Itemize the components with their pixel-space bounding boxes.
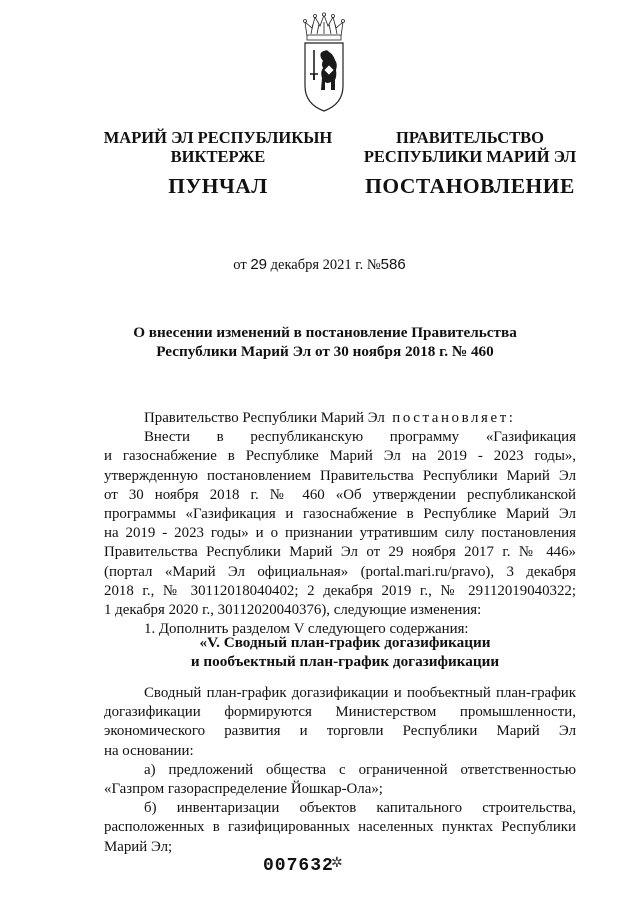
star-mark-icon: ✲ — [331, 856, 343, 871]
header-left-line2: ВИКТЕРЖЕ — [170, 147, 266, 166]
resolves-line — [104, 409, 576, 428]
section-body — [104, 684, 576, 857]
para1-line: Правительства Республики Марий Эл от 29 ноября 2017 г. № 446» — [104, 544, 576, 561]
body-main — [104, 409, 576, 639]
act-type-russian: ПОСТАНОВЛЕНИЕ — [365, 174, 575, 198]
title-line2: Республики Марий Эл от 30 ноября 2018 г. № 460 — [156, 343, 494, 360]
title-line1: О внесении изменений в постановление Правительства — [133, 324, 517, 341]
date-prefix: от — [233, 257, 251, 273]
resolves-lead: Правительство Республики Марий Эл — [144, 410, 385, 426]
para1-line: утвержденную постановлением Правительства Республики Марий Эл — [104, 467, 576, 484]
item-b-line: Марий Эл; — [104, 838, 173, 855]
section-title-line2: и пообъектный план-график догазификации — [190, 653, 500, 670]
item-b-line: расположенных в газифицированных населенных пунктах Республики — [104, 819, 576, 836]
para1-line: 1 декабря 2020 г., 30112020040376), следующие изменения: — [104, 602, 482, 619]
section-para-line: Сводный план-график догазификации и пообъектный план-график — [144, 685, 576, 701]
date-day: 29 — [250, 256, 268, 273]
para1-line: (портал «Марий Эл официальная» (portal.mari.ru/pravo), 3 декабря — [104, 563, 576, 580]
item-a-line: «Газпром газораспределение Йошкар-Ола»; — [104, 781, 383, 798]
section-para-line: экономического развития и торговли Республики Марий Эл — [104, 723, 576, 740]
para1-line: 2018 г., № 30112018040402; 2 декабря 2019 г., № 29112019040322; — [104, 582, 576, 599]
item-a-line: а) предложений общества с ограниченной ответственностью — [144, 761, 576, 778]
document-title — [90, 323, 560, 361]
para1-line: на 2019 - 2023 годы» и о признании утратившим силу постановления — [104, 525, 576, 542]
header-left — [88, 128, 348, 166]
coat-of-arms-emblem — [297, 12, 351, 114]
section-title — [150, 633, 540, 671]
serial-number: 007632 — [263, 856, 334, 876]
header-right-line2: РЕСПУБЛИКИ МАРИЙ ЭЛ — [363, 147, 577, 166]
para1-line: от 30 ноября 2018 г. № 460 «Об утверждении республиканской — [104, 486, 576, 503]
document-number: 586 — [380, 256, 406, 273]
header-right-line1: ПРАВИТЕЛЬСТВО — [396, 128, 544, 147]
crown-icon — [304, 13, 345, 40]
act-type-mari: ПУНЧАЛ — [168, 174, 268, 198]
section-title-line1: «V. Сводный план-график догазификации — [199, 634, 491, 651]
section-para-line: догазификации формируются Министерством промышленности, — [104, 704, 576, 721]
header-left-line1: МАРИЙ ЭЛ РЕСПУБЛИКЫН — [103, 128, 333, 147]
para1-line: программы «Газификация и газоснабжение в Республике Марий Эл — [104, 506, 576, 523]
para1-line: Внести в республиканскую программу «Газификация — [144, 429, 576, 446]
section-para-line: на основании: — [104, 742, 194, 759]
header-right — [345, 128, 595, 166]
document-date-line — [0, 256, 639, 274]
para1-line: и газоснабжение в Республике Марий Эл на 2019 - 2023 годы», — [104, 448, 576, 465]
resolves-word: постановляет: — [392, 410, 516, 426]
item-b-line: б) инвентаризации объектов капитального строительства, — [144, 800, 576, 817]
item-1: 1. Дополнить разделом V следующего содержания: — [144, 621, 469, 638]
date-month-year: декабря 2021 г. № — [267, 257, 381, 273]
